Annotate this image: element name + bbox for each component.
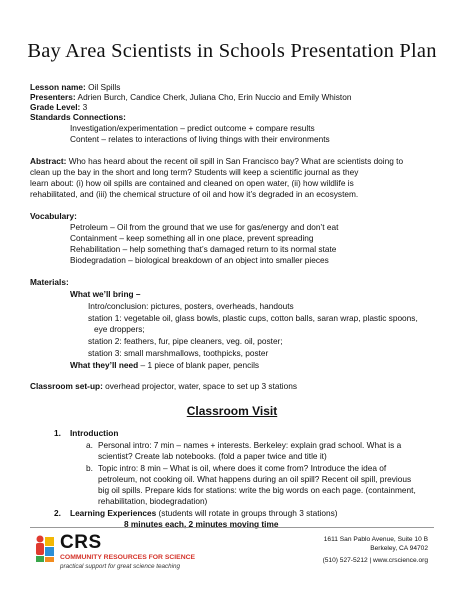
standards-item: Content – relates to interactions of living things with their environments: [70, 134, 330, 144]
materials-label: Materials:: [30, 277, 69, 287]
footer-divider: [30, 527, 434, 528]
lesson-name-value: Oil Spills: [88, 82, 121, 92]
outline-number: 1.: [54, 428, 61, 438]
lesson-name-row: [30, 82, 120, 92]
intro-b-line: rehabilitation, biodegradation): [98, 496, 208, 506]
outline-number: 2.: [54, 508, 61, 518]
standards-item: Investigation/experimentation – predict outcome + compare results: [70, 123, 315, 133]
materials-bring-line: station 2: feathers, fur, pipe cleaners, veg. oil, poster;: [88, 336, 283, 346]
abstract-line: clean up the bay in the short and long term? Students will keep a scientific journal as they: [30, 167, 359, 177]
vocabulary-item: Rehabilitation – help something that’s damaged return to its normal state: [70, 244, 337, 254]
abstract-row: [30, 156, 403, 166]
setup-label: Classroom set-up:: [30, 381, 103, 391]
grade-label: Grade Level:: [30, 102, 81, 112]
footer-contact: (510) 527-5212 | www.crscience.org: [322, 557, 428, 564]
outline-letter: a.: [86, 440, 93, 450]
materials-bring-line: Intro/conclusion: pictures, posters, overheads, handouts: [88, 301, 294, 311]
intro-b-line: big oil spills. Prepare kids for stations: write the big words on each page. (containment,: [98, 485, 416, 495]
grade-value: 3: [82, 102, 88, 112]
presenters-row: [30, 92, 351, 102]
vocabulary-item: Petroleum – Oil from the ground that we use for gas/energy and don’t eat: [70, 222, 339, 232]
abstract-line: Who has heard about the recent oil spill in San Francisco bay? What are scientists doing to: [68, 156, 404, 166]
standards-label: Standards Connections:: [30, 112, 126, 122]
crs-tagline: practical support for great science teaching: [60, 563, 181, 570]
materials-bring-label: What we’ll bring –: [70, 289, 141, 299]
abstract-label: Abstract:: [30, 156, 67, 166]
setup-row: [30, 381, 297, 391]
lesson-name-label: Lesson name:: [30, 82, 86, 92]
intro-a-line: scientist? Create lab notebooks. (fold a paper twice and title it): [98, 451, 327, 461]
learning-experiences-row: [70, 508, 337, 518]
intro-a-line: Personal intro: 7 min – names + interests. Berkeley: explain grad school. What is a: [98, 440, 402, 450]
crs-wordmark: CRS: [60, 532, 102, 553]
materials-bring-line: station 3: small marshmallows, toothpicks, poster: [88, 348, 269, 358]
vocabulary-item: Containment – keep something all in one place, prevent spreading: [70, 233, 314, 243]
crs-logo: [32, 533, 252, 578]
materials-bring-line: eye droppers;: [94, 324, 145, 334]
footer-address-line: Berkeley, CA 94702: [370, 545, 428, 552]
intro-b-line: petroleum, not cooking oil. What happens during an oil spill? Recent oil spill, previous: [98, 474, 412, 484]
learning-experiences-note: (students will rotate in groups through 3 stations): [156, 508, 338, 518]
abstract-line: rehabilitated, and (iii) the chemical structure of oil and how it’s degraded in an ecosystem.: [30, 189, 359, 199]
setup-value: overhead projector, water, space to set up 3 stations: [102, 381, 298, 391]
vocabulary-label: Vocabulary:: [30, 211, 77, 221]
outline-letter: b.: [86, 463, 93, 473]
crs-org-name: COMMUNITY RESOURCES FOR SCIENCE: [60, 554, 196, 561]
learning-experiences-label: Learning Experiences: [70, 508, 157, 518]
grade-row: [30, 102, 87, 112]
intro-b-line: Topic intro: 8 min – What is oil, where does it come from? Introduce the idea of: [98, 463, 387, 473]
presenters-label: Presenters:: [30, 92, 76, 102]
materials-bring-line: station 1: vegetable oil, glass bowls, plastic cups, cotton balls, saran wrap, plastic spoons,: [88, 313, 418, 323]
classroom-visit-heading: Classroom Visit: [186, 404, 278, 418]
vocabulary-item: Biodegradation – biological breakdown of an object into smaller pieces: [70, 255, 329, 265]
materials-need-value: – 1 piece of blank paper, pencils: [138, 360, 260, 370]
abstract-line: learn about: (i) how oil spills are contained and cleaned on open water, (ii) how wildlife is: [30, 178, 354, 188]
presenters-value: Adrien Burch, Candice Cherk, Juliana Cho, Erin Nuccio and Emily Whiston: [77, 92, 352, 102]
introduction-label: Introduction: [70, 428, 119, 438]
footer-address-line: 1611 San Pablo Avenue, Suite 10 B: [323, 536, 428, 543]
materials-need-row: [70, 360, 259, 370]
page-title: Bay Area Scientists in Schools Presentation Plan: [27, 40, 437, 62]
learning-experiences-time: 8 minutes each, 2 minutes moving time: [124, 519, 279, 529]
materials-need-label: What they’ll need: [70, 360, 139, 370]
